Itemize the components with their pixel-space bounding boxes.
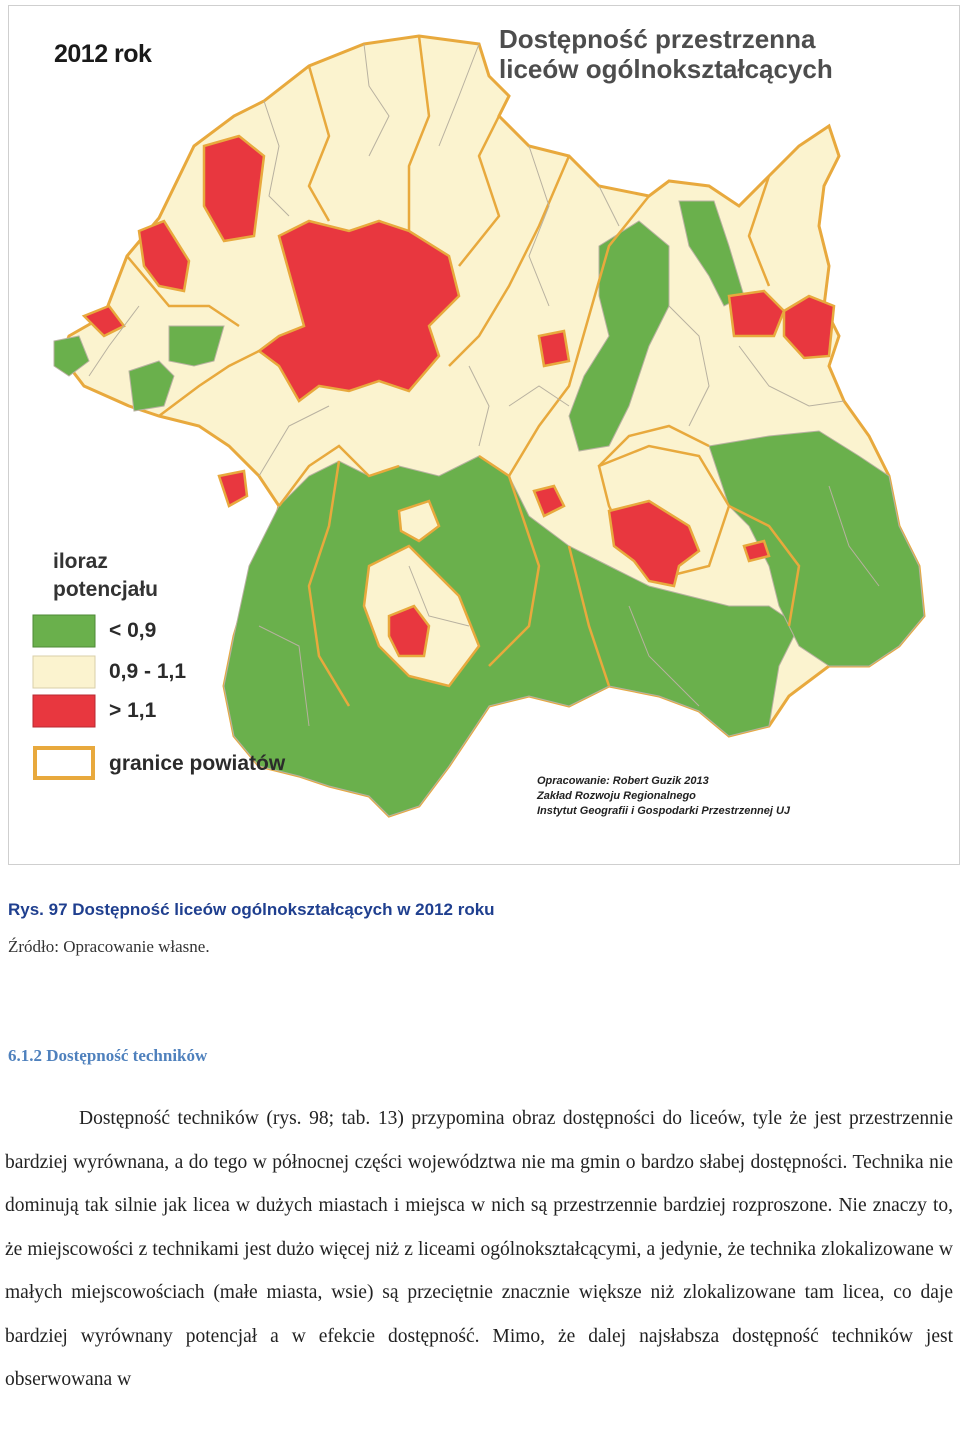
legend-swatch-county-border bbox=[35, 748, 93, 778]
map-title-line-2: liceów ogólnokształcących bbox=[499, 54, 833, 84]
legend-swatch-green bbox=[33, 615, 95, 647]
legend-item-mid bbox=[97, 655, 186, 689]
legend-label-low: < 0,9 bbox=[109, 619, 157, 642]
section-heading: 6.1.2 Dostępność techników bbox=[8, 1046, 208, 1065]
legend-label-high: > 1,1 bbox=[109, 699, 157, 722]
region-map bbox=[9, 6, 959, 864]
legend-item-low bbox=[97, 614, 156, 648]
legend-label-mid: 0,9 - 1,1 bbox=[109, 660, 187, 683]
red-region-small-east bbox=[744, 541, 769, 561]
legend-item-high bbox=[97, 694, 156, 728]
legend-swatches bbox=[33, 615, 95, 778]
credit-line-1: Opracowanie: Robert Guzik 2013 bbox=[537, 775, 709, 787]
red-region-small-west bbox=[219, 471, 247, 506]
legend-item-county-border bbox=[97, 747, 285, 781]
body-text bbox=[5, 1097, 953, 1402]
map-year-label: 2012 rok bbox=[54, 40, 152, 68]
map-credits bbox=[537, 774, 790, 819]
legend-title-line-2: potencjału bbox=[53, 578, 159, 601]
legend-title bbox=[53, 548, 158, 604]
red-region-center-small bbox=[539, 331, 569, 366]
legend-swatch-red bbox=[33, 695, 95, 727]
figure-source: Źródło: Opracowanie własne. bbox=[8, 937, 210, 956]
credit-line-2: Zakład Rozwoju Regionalnego bbox=[537, 790, 696, 802]
credit-line-3: Instytut Geografii i Gospodarki Przestrzennej UJ bbox=[537, 805, 791, 817]
figure-caption: Rys. 97 Dostępność liceów ogólnokształcących w 2012 roku bbox=[8, 900, 495, 919]
legend-swatch-cream bbox=[33, 656, 95, 688]
map-title bbox=[499, 24, 919, 84]
legend-title-line-1: iloraz bbox=[53, 550, 108, 573]
legend-label-county-border: granice powiatów bbox=[109, 752, 286, 775]
body-paragraph: Dostępność techników (rys. 98; tab. 13) przypomina obraz dostępności do liceów, tyle że jest przestrzennie bardziej wyrównana, a do tego w północnej części województwa nie ma gmin o bardzo słabej dostępności. Technika nie dominują tak silnie jak licea w dużych miastach i miejsca w nich są przestrzennie bardziej rozproszone. Nie znaczy to, że miejscowości z technikami jest dużo więcej niż z liceami ogólnokształcącymi, a jedynie, że technika zlokalizowane w małych miejscowościach (małe miasta, wsie) są przeciętnie znacznie większe niż zlokalizowane tam licea, co daje bardziej wyrównany potencjał a w efekcie dostępność. Mimo, że dalej najsłabsza dostępność techników jest obserwowana w bbox=[5, 1108, 953, 1390]
map-figure bbox=[8, 5, 960, 865]
map-title-line-1: Dostępność przestrzenna bbox=[499, 24, 816, 54]
